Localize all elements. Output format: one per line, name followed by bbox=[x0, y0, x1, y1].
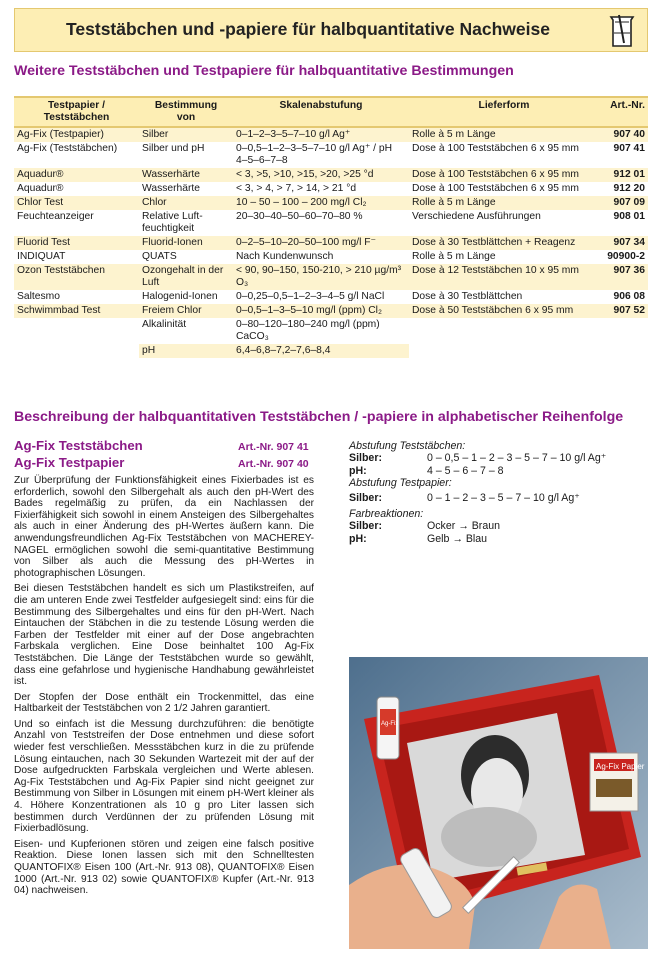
cell-lieferform: Rolle à 5 m Länge bbox=[409, 127, 599, 142]
cell-testpapier: Aquadur® bbox=[14, 168, 139, 182]
spec-heading: Abstufung Teststäbchen: bbox=[349, 440, 466, 452]
table-row bbox=[14, 264, 648, 290]
table-row bbox=[14, 127, 648, 142]
cell-lieferform: Dose à 100 Teststäbchen 6 x 95 mm bbox=[409, 182, 599, 196]
cell-bestimmung: Silber und pH bbox=[139, 142, 233, 168]
cell-lieferform bbox=[409, 318, 599, 344]
cell-artnr: 907 09 bbox=[599, 196, 648, 210]
spec-label: Silber: bbox=[349, 520, 382, 533]
cell-skala: 0–0,5–1–3–5–10 mg/l (ppm) Cl₂ bbox=[233, 304, 409, 318]
cell-lieferform: Dose à 100 Teststäbchen 6 x 95 mm bbox=[409, 142, 599, 168]
cell-bestimmung: Chlor bbox=[139, 196, 233, 210]
cell-bestimmung: Fluorid-Ionen bbox=[139, 236, 233, 250]
product-artnr-testpapier: Art.-Nr. 907 40 bbox=[238, 458, 309, 470]
cell-artnr bbox=[599, 318, 648, 344]
table-header-row bbox=[14, 97, 648, 127]
col-header-testpapier: Testpapier / Teststäbchen bbox=[14, 97, 139, 127]
cell-testpapier: Saltesmo bbox=[14, 290, 139, 304]
spec-row bbox=[349, 492, 649, 504]
cell-testpapier: Ag-Fix (Testpapier) bbox=[14, 127, 139, 142]
description-text bbox=[14, 475, 314, 901]
cell-bestimmung: QUATS bbox=[139, 250, 233, 264]
cell-bestimmung: Alkalinität bbox=[139, 318, 233, 344]
cell-artnr: 907 36 bbox=[599, 264, 648, 290]
cell-artnr bbox=[599, 344, 648, 358]
table-row bbox=[14, 250, 648, 264]
col-header-bestimmung: Bestimmung von bbox=[139, 97, 233, 127]
paragraph: Und so einfach ist die Messung durchzuführen: die benötigte Anzahl von Teststreifen der Dose entnehmen und diese sofort wieder fest verschließen. Messstäbchen kurz in die zu prüfende Lösung eintauchen, nach 30 Sekunden Wartezeit mit der auf der Dose aufgedruckten Farbskala vergleichen und Werte ablesen. Ag-Fix Teststäbchen und Ag-Fix Papier sind nicht geeignet zur Bestimmung von Silber in Lösungen mit einem pH-Wert kleiner als 4. Höhere Konzentrationen als 10 g pro Liter lassen sich bestimmen durch Verdünnen der zu prüfenden Lösung mit Fixierbadlösung. bbox=[14, 718, 314, 835]
cell-skala: 0–1–2–3–5–7–10 g/l Ag⁺ bbox=[233, 127, 409, 142]
paragraph: Zur Überprüfung der Funktionsfähigkeit eines Fixierbades ist es erforderlich, sowohl den Silbergehalt als auch den pH-Wert des Bades regelmäßig zu prüfen, da ein Nachlassen der Fixierfähigkeit sich sowohl in einem Ansteigen des Silbergehaltes als auch in einer Änderung des pH-Wertes äußern kann. Die anwendungsfreundlichen Ag-Fix Teststäbchen von MACHEREY-NAGEL ermöglichen sowohl die semi-quantitative Bestimmung von Silber als auch die Messung des pH-Wertes in photographischen Lösungen. bbox=[14, 475, 314, 579]
cell-artnr: 90900-2 bbox=[599, 250, 648, 264]
spec-value: Ocker → Braun bbox=[427, 520, 501, 533]
cell-skala: < 3, >5, >10, >15, >20, >25 °d bbox=[233, 168, 409, 182]
spec-label: pH: bbox=[349, 464, 367, 477]
package-label: Ag-Fix Papier bbox=[596, 762, 645, 771]
section-title-products: Weitere Teststäbchen und Testpapiere für halbquantitative Bestimmungen bbox=[14, 63, 514, 79]
cell-lieferform: Dose à 30 Testblättchen + Reagenz bbox=[409, 236, 599, 250]
cell-skala: 0–80–120–180–240 mg/l (ppm) CaCO₃ bbox=[233, 318, 409, 344]
section-title-description: Beschreibung der halbquantitativen Teststäbchen / -papiere in alphabetischer Reihenfolge bbox=[14, 409, 624, 425]
cell-lieferform: Dose à 30 Testblättchen bbox=[409, 290, 599, 304]
cell-artnr: 906 08 bbox=[599, 290, 648, 304]
products-table bbox=[14, 96, 648, 358]
cell-artnr: 907 34 bbox=[599, 236, 648, 250]
page-title: Teststäbchen und -papiere für halbquantitative Nachweise bbox=[66, 19, 550, 39]
cell-lieferform: Dose à 12 Teststäbchen 10 x 95 mm bbox=[409, 264, 599, 290]
cell-lieferform: Rolle à 5 m Länge bbox=[409, 250, 599, 264]
cell-lieferform: Verschiedene Ausführungen bbox=[409, 210, 599, 236]
table-row bbox=[14, 290, 648, 304]
cell-lieferform: Dose à 100 Teststäbchen 6 x 95 mm bbox=[409, 168, 599, 182]
table-row bbox=[14, 304, 648, 318]
cell-bestimmung: pH bbox=[139, 344, 233, 358]
spec-value: 0 – 1 – 2 – 3 – 5 – 7 – 10 g/l Ag⁺ bbox=[427, 491, 580, 504]
cell-lieferform: Dose à 50 Teststäbchen 6 x 95 mm bbox=[409, 304, 599, 318]
specs-block bbox=[349, 440, 649, 545]
table-body bbox=[14, 127, 648, 358]
table-row bbox=[14, 142, 648, 168]
paragraph: Der Stopfen der Dose enthält ein Trockenmittel, das eine Haltbarkeit der Teststäbchen von 2 1/2 Jahren garantiert. bbox=[14, 691, 314, 715]
cell-testpapier: Aquadur® bbox=[14, 182, 139, 196]
col-header-skala: Skalenabstufung bbox=[233, 97, 409, 127]
cell-lieferform bbox=[409, 344, 599, 358]
cell-skala: < 3, > 4, > 7, > 14, > 21 °d bbox=[233, 182, 409, 196]
cell-bestimmung: Ozongehalt in der Luft bbox=[139, 264, 233, 290]
cell-testpapier: Ag-Fix (Teststäbchen) bbox=[14, 142, 139, 168]
table-row bbox=[14, 344, 648, 358]
cell-skala: 0–2–5–10–20–50–100 mg/l F⁻ bbox=[233, 236, 409, 250]
table-row bbox=[14, 168, 648, 182]
cell-testpapier: Fluorid Test bbox=[14, 236, 139, 250]
cell-artnr: 912 20 bbox=[599, 182, 648, 196]
spec-value: Gelb → Blau bbox=[427, 532, 488, 545]
cell-skala: 0–0,5–1–2–3–5–7–10 g/l Ag⁺ / pH 4–5–6–7–8 bbox=[233, 142, 409, 168]
cell-artnr: 908 01 bbox=[599, 210, 648, 236]
cell-bestimmung: Halogenid-Ionen bbox=[139, 290, 233, 304]
tube-label: Ag-Fix bbox=[381, 721, 399, 727]
spec-row bbox=[349, 533, 649, 545]
cell-artnr: 912 01 bbox=[599, 168, 648, 182]
title-banner bbox=[14, 8, 648, 52]
spec-row bbox=[349, 520, 649, 532]
cell-testpapier: INDIQUAT bbox=[14, 250, 139, 264]
table-row bbox=[14, 182, 648, 196]
cell-testpapier: Ozon Teststäbchen bbox=[14, 264, 139, 290]
table-row bbox=[14, 318, 648, 344]
cell-bestimmung: Relative Luft-feuchtigkeit bbox=[139, 210, 233, 236]
cell-skala: < 90, 90–150, 150-210, > 210 µg/m³ O₃ bbox=[233, 264, 409, 290]
cell-testpapier bbox=[14, 318, 139, 344]
table-row bbox=[14, 210, 648, 236]
product-artnr-teststaebchen: Art.-Nr. 907 41 bbox=[238, 441, 309, 453]
spec-row bbox=[349, 452, 649, 464]
paragraph: Eisen- und Kupferionen stören und zeigen eine falsch positive Reaktion. Diese Ionen lassen sich mit den Schnelltesten QUANTOFIX® Eisen 100 (Art.-Nr. 913 08), QUANTOFIX® Eisen 1000 (Art.-Nr. 913 02) sowie QUANTOFIX® Kupfer (Art.-Nr. 913 04) nachweisen. bbox=[14, 838, 314, 897]
cell-skala: Nach Kundenwunsch bbox=[233, 250, 409, 264]
table-row bbox=[14, 196, 648, 210]
spec-label: Silber: bbox=[349, 491, 382, 504]
cell-bestimmung: Freiem Chlor bbox=[139, 304, 233, 318]
beaker-icon bbox=[605, 13, 639, 49]
spec-row bbox=[349, 465, 649, 477]
cell-skala: 0–0,25–0,5–1–2–3–4–5 g/l NaCl bbox=[233, 290, 409, 304]
paragraph: Bei diesen Teststäbchen handelt es sich um Plastikstreifen, auf die am unteren Ende zwei Testfelder aufgesiegelt sind: eins für die Bestimmung des Silbergehaltes und eins für den pH-Wert. Nach Eintauchen der Stäbchen in die zu testende Lösung werden die Farben der Testfelder mit einer auf der Dose angebrachten Farbskala verglichen. Eine Dose beinhaltet 100 Ag-Fix Teststäbchen. Die Länge der Teststäbchen wurde so gewählt, dass eine gefahrlose und hygienische Handhabung gewährleistet ist. bbox=[14, 583, 314, 688]
col-header-lieferform: Lieferform bbox=[409, 97, 599, 127]
spec-label: Silber: bbox=[349, 452, 382, 465]
spec-heading: Abstufung Testpapier: bbox=[349, 477, 452, 490]
cell-artnr: 907 52 bbox=[599, 304, 648, 318]
cell-testpapier: Chlor Test bbox=[14, 196, 139, 210]
cell-testpapier: Feuchteanzeiger bbox=[14, 210, 139, 236]
product-name-testpapier: Ag-Fix Testpapier bbox=[14, 455, 125, 470]
cell-bestimmung: Silber bbox=[139, 127, 233, 142]
cell-bestimmung: Wasserhärte bbox=[139, 168, 233, 182]
cell-artnr: 907 40 bbox=[599, 127, 648, 142]
cell-testpapier bbox=[14, 344, 139, 358]
product-photo bbox=[349, 657, 648, 949]
col-header-artnr: Art.-Nr. bbox=[599, 97, 648, 127]
spec-label: pH: bbox=[349, 532, 367, 545]
cell-bestimmung: Wasserhärte bbox=[139, 182, 233, 196]
cell-lieferform: Rolle à 5 m Länge bbox=[409, 196, 599, 210]
spec-heading: Farbreaktionen: bbox=[349, 508, 424, 521]
cell-testpapier: Schwimmbad Test bbox=[14, 304, 139, 318]
cell-skala: 6,4–6,8–7,2–7,6–8,4 bbox=[233, 344, 409, 358]
table-row bbox=[14, 236, 648, 250]
spec-value: 0 – 0,5 – 1 – 2 – 3 – 5 – 7 – 10 g/l Ag⁺ bbox=[427, 452, 607, 465]
product-name-teststaebchen: Ag-Fix Teststäbchen bbox=[14, 438, 143, 453]
cell-artnr: 907 41 bbox=[599, 142, 648, 168]
spec-value: 4 – 5 – 6 – 7 – 8 bbox=[427, 464, 504, 477]
photo-illustration bbox=[349, 657, 648, 949]
cell-skala: 20–30–40–50–60–70–80 % bbox=[233, 210, 409, 236]
cell-skala: 10 – 50 – 100 – 200 mg/l Cl₂ bbox=[233, 196, 409, 210]
